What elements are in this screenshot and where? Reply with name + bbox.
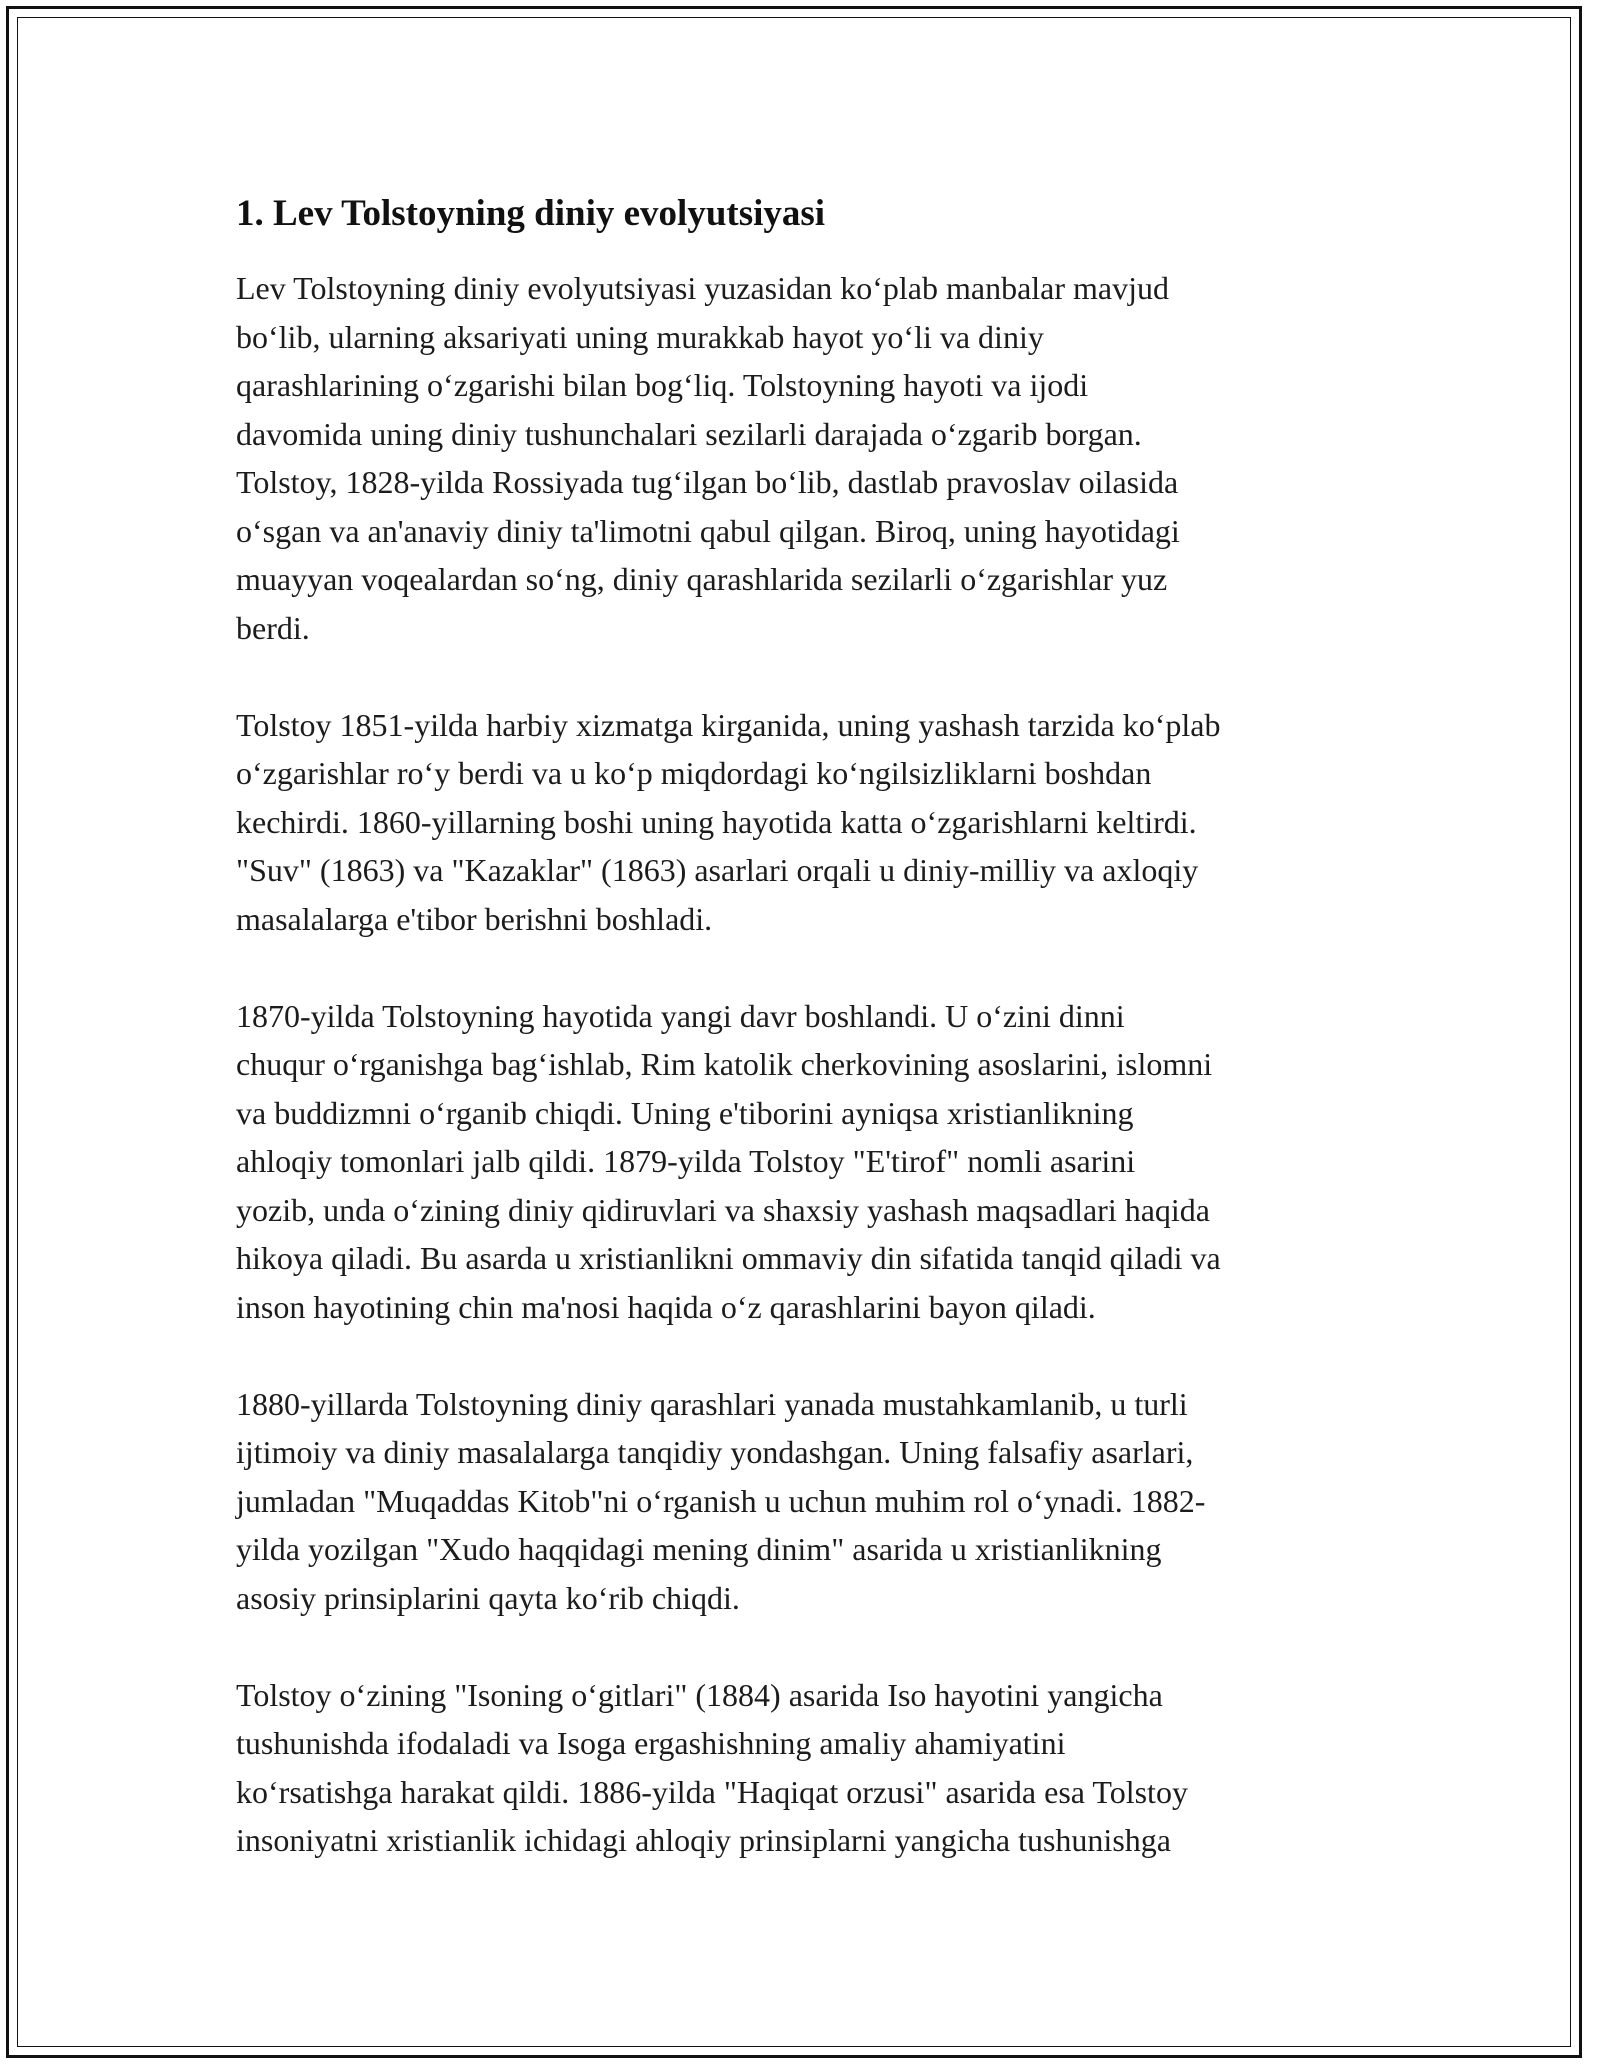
paragraph-line: asosiy prinsiplarini qayta ko‘rib chiqdi. <box>236 1579 740 1616</box>
paragraph-line: Tolstoy 1851-yilda harbiy xizmatga kirganida, uning yashash tarzida ko‘plab <box>236 706 1221 743</box>
paragraph <box>236 701 1386 944</box>
paragraph-line: masalalarga e'tibor berishni boshladi. <box>236 900 713 937</box>
paragraph <box>236 992 1386 1332</box>
paragraph-line: hikoya qiladi. Bu asarda u xristianlikni ommaviy din sifatida tanqid qiladi va <box>236 1240 1221 1276</box>
paragraph-line: Tolstoy, 1828-yilda Rossiyada tug‘ilgan bo‘lib, dastlab pravoslav oilasida <box>236 464 1179 500</box>
paragraph-line: 1880-yillarda Tolstoyning diniy qarashlari yanada mustahkamlanib, u turli <box>236 1385 1188 1422</box>
paragraph-line: kechirdi. 1860-yillarning boshi uning hayotida katta o‘zgarishlarni keltirdi. <box>236 803 1197 840</box>
paragraph-line: muayyan voqealardan so‘ng, diniy qarashlarida sezilarli o‘zgarishlar yuz <box>236 561 1168 597</box>
paragraph-line: o‘sgan va an'anaviy diniy ta'limotni qabul qilgan. Biroq, uning hayotidagi <box>236 512 1180 549</box>
paragraph-line: chuqur o‘rganishga bag‘ishlab, Rim katolik cherkovining asoslarini, islomni <box>236 1046 1213 1082</box>
paragraph-line: yilda yozilgan "Xudo haqqidagi mening dinim" asarida u xristianlikning <box>236 1531 1162 1567</box>
paragraph-line: jumladan "Muqaddas Kitob"ni o‘rganish u uchun muhim rol o‘ynadi. 1882- <box>236 1482 1206 1519</box>
paragraph-line: insoniyatni xristianlik ichidagi ahloqiy prinsiplarni yangicha tushunishga <box>236 1822 1171 1858</box>
paragraph-line: tushunishda ifodaladi va Isoga ergashishning amaliy ahamiyatini <box>236 1725 1066 1761</box>
paragraph <box>236 1380 1386 1623</box>
paragraph <box>236 264 1386 652</box>
paragraph-line: berdi. <box>236 609 310 646</box>
document-body <box>236 190 1386 1913</box>
section-heading: 1. Lev Tolstoyning diniy evolyutsiyasi <box>236 193 826 234</box>
paragraph-line: bo‘lib, ularning aksariyati uning murakkab hayot yo‘li va diniy <box>236 318 1044 355</box>
paragraph-line: va buddizmni o‘rganib chiqdi. Uning e'tiborini ayniqsa xristianlikning <box>236 1094 1134 1131</box>
paragraph-line: "Suv" (1863) va "Kazaklar" (1863) asarlari orqali u diniy-milliy va axloqiy <box>236 852 1199 888</box>
paragraph-line: 1870-yilda Tolstoyning hayotida yangi davr boshlandi. U o‘zini dinni <box>236 997 1125 1034</box>
paragraph-list <box>236 264 1386 1865</box>
paragraph-line: qarashlarining o‘zgarishi bilan bog‘liq. Tolstoyning hayoti va ijodi <box>236 367 1089 403</box>
paragraph-line: inson hayotining chin ma'nosi haqida o‘z qarashlarini bayon qiladi. <box>236 1288 1096 1325</box>
paragraph-line: Tolstoy o‘zining "Isoning o‘gitlari" (1884) asarida Iso hayotini yangicha <box>236 1676 1163 1713</box>
paragraph-line: ijtimoiy va diniy masalalarga tanqidiy yondashgan. Uning falsafiy asarlari, <box>236 1434 1194 1470</box>
paragraph-line: yozib, unda o‘zining diniy qidiruvlari va shaxsiy yashash maqsadlari haqida <box>236 1191 1210 1228</box>
paragraph-line: ko‘rsatishga harakat qildi. 1886-yilda "Haqiqat orzusi" asarida esa Tolstoy <box>236 1773 1188 1810</box>
paragraph-line: Lev Tolstoyning diniy evolyutsiyasi yuzasidan ko‘plab manbalar mavjud <box>236 270 1169 306</box>
paragraph-line: davomida uning diniy tushunchalari sezilarli darajada o‘zgarib borgan. <box>236 415 1142 452</box>
paragraph-line: ahloqiy tomonlari jalb qildi. 1879-yilda Tolstoy "E'tirof" nomli asarini <box>236 1143 1136 1179</box>
paragraph-line: o‘zgarishlar ro‘y berdi va u ko‘p miqdordagi ko‘ngilsizliklarni boshdan <box>236 755 1152 791</box>
paragraph <box>236 1671 1386 1865</box>
